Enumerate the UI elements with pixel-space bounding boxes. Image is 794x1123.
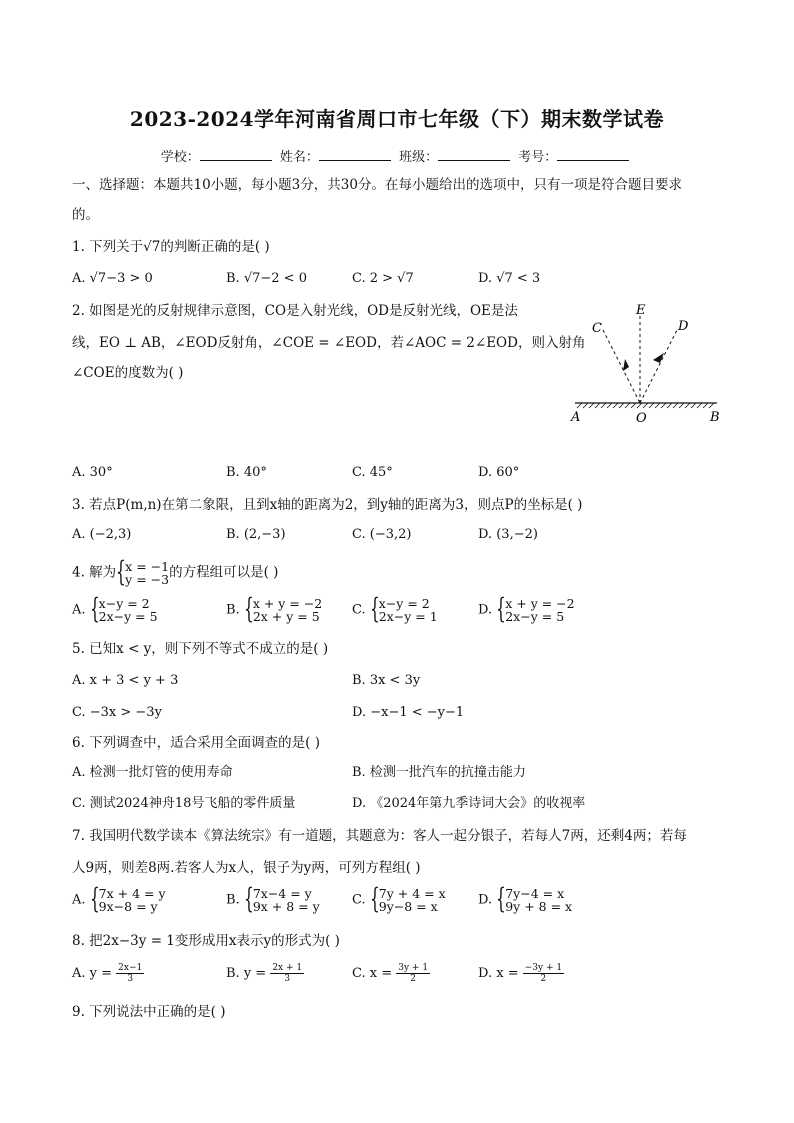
eq2: 9x + 8 = y (252, 899, 320, 914)
fraction (270, 963, 304, 984)
q1-option-b[interactable]: B. √7−2 < 0 (226, 271, 307, 286)
eq1: 7y−4 = x (505, 886, 565, 901)
option-label: D. (478, 602, 493, 618)
name-blank[interactable] (319, 148, 391, 161)
q7-option-a[interactable] (72, 882, 166, 915)
eq1: 7x + 4 = y (98, 886, 166, 901)
equation-system: { 7y + 4 = x 9y−8 = x (369, 882, 446, 915)
reflected-ray-od (640, 330, 677, 403)
q3-option-d[interactable]: D. (3,−2) (478, 527, 538, 542)
q3-option-b[interactable]: B. (2,−3) (226, 527, 286, 542)
class-blank[interactable] (438, 148, 510, 161)
label-b: B (710, 410, 720, 425)
eq1: 7y + 4 = x (378, 886, 446, 901)
school-label: 学校： (160, 150, 200, 165)
question-3-stem: 3. 若点P(m,n)在第二象限，且到x轴的距离为2，到y轴的距离为3，则点P的坐标是( ) (72, 497, 583, 513)
q4-sys-line2: y = −3 (125, 572, 170, 587)
q6-option-c[interactable]: C. 测试2024神舟18号飞船的零件质量 (72, 796, 296, 811)
q4-sys-line1: x = −1 (125, 559, 170, 574)
reflection-diagram (565, 300, 725, 430)
equation-system: { 7x + 4 = y 9x−8 = y (89, 882, 166, 915)
surface-hatching (577, 403, 714, 408)
q1-option-d[interactable]: D. √7 < 3 (478, 271, 541, 286)
eq1: 7x−4 = y (252, 886, 312, 901)
q1-stem-root: √7 (143, 239, 161, 255)
q7-option-c[interactable] (352, 882, 446, 915)
q5-option-d[interactable]: D. −x−1 < −y−1 (352, 705, 465, 720)
question-9-stem: 9. 下列说法中正确的是( ) (72, 1004, 226, 1020)
option-label: D. x = (478, 966, 519, 981)
question-5-stem: 5. 已知x < y，则下列不等式不成立的是( ) (72, 641, 329, 657)
q8-option-a[interactable] (72, 963, 144, 984)
question-7-line1: 7. 我国明代数学读本《算法统宗》有一道题，其题意为：客人一起分银子，若每人7两，还剩4两；若每 (72, 828, 687, 844)
equation-system: { x + y = −2 2x + y = 5 (243, 592, 323, 625)
q4-option-a[interactable] (72, 592, 158, 625)
label-d: D (678, 319, 689, 334)
option-label: C. (352, 892, 366, 908)
q7-option-d[interactable] (478, 882, 573, 915)
q8-option-d[interactable] (478, 963, 564, 984)
eq2: 2x−y = 1 (378, 609, 438, 624)
denominator: 3 (284, 974, 291, 984)
q6-option-b[interactable]: B. 检测一批汽车的抗撞击能力 (352, 765, 526, 780)
q5-option-c[interactable]: C. −3x > −3y (72, 705, 162, 720)
question-6-stem: 6. 下列调查中，适合采用全面调查的是( ) (72, 735, 320, 751)
q8-option-c[interactable] (352, 963, 430, 984)
option-label: B. y = (226, 966, 267, 981)
number-blank[interactable] (557, 148, 629, 161)
option-label: D. (478, 892, 493, 908)
option-label: A. (72, 602, 86, 618)
q2-option-d[interactable]: D. 60° (478, 465, 520, 480)
q2-option-b[interactable]: B. 40° (226, 465, 267, 480)
student-info-row (0, 146, 794, 165)
q4-solution-system: { x = −1 y = −3 (116, 555, 170, 588)
numerator: 2x−1 (118, 963, 143, 973)
numerator: −3y + 1 (524, 963, 563, 973)
fraction (116, 963, 144, 984)
question-4-stem (72, 555, 279, 588)
q4-option-b[interactable] (226, 592, 323, 625)
numerator: 2x + 1 (272, 963, 303, 973)
numerator: 3y + 1 (398, 963, 429, 973)
page-title: 2023-2024学年河南省周口市七年级（下）期末数学试卷 (129, 107, 665, 131)
equation-system: { 7x−4 = y 9x + 8 = y (243, 882, 320, 915)
q8-option-b[interactable] (226, 963, 304, 984)
q3-option-c[interactable]: C. (−3,2) (352, 527, 412, 542)
label-o: O (636, 411, 647, 426)
q2-option-c[interactable]: C. 45° (352, 465, 393, 480)
fraction (396, 963, 430, 984)
eq1: x−y = 2 (378, 596, 430, 611)
incident-ray-co (603, 330, 640, 403)
question-2-line1: 2. 如图是光的反射规律示意图，CO是入射光线，OD是反射光线，OE是法 (72, 303, 518, 319)
q2-option-a[interactable]: A. 30° (72, 465, 113, 480)
eq1: x−y = 2 (98, 596, 150, 611)
option-label: A. (72, 892, 86, 908)
eq2: 9y−8 = x (378, 899, 438, 914)
option-label: C. (352, 602, 366, 618)
option-label: C. x = (352, 966, 393, 981)
q4-option-c[interactable] (352, 592, 438, 625)
class-label: 班级： (399, 150, 439, 165)
eq2: 9x−8 = y (98, 899, 158, 914)
eq2: 2x + y = 5 (252, 609, 320, 624)
label-e: E (636, 303, 646, 318)
equation-system: { x−y = 2 2x−y = 1 (369, 592, 438, 625)
denominator: 2 (540, 974, 547, 984)
q7-option-b[interactable] (226, 882, 320, 915)
fraction (523, 963, 564, 984)
q1-option-c[interactable]: C. 2 > √7 (352, 271, 414, 286)
q1-stem-b: 的判断正确的是( ) (160, 239, 270, 255)
q6-option-a[interactable]: A. 检测一批灯管的使用寿命 (72, 765, 233, 780)
incident-arrow (623, 359, 629, 371)
question-7-line2: 人9两，则差8两.若客人为x人，银子为y两，可列方程组( ) (72, 860, 421, 876)
q1-option-a[interactable]: A. √7−3 > 0 (72, 271, 153, 286)
equation-system: { 7y−4 = x 9y + 8 = x (496, 882, 573, 915)
eq1: x + y = −2 (252, 596, 323, 611)
eq2: 2x−y = 5 (505, 609, 565, 624)
eq2: 2x−y = 5 (98, 609, 158, 624)
eq2: 9y + 8 = x (505, 899, 573, 914)
label-a: A (571, 410, 581, 425)
q4-stem-b: 的方程组可以是( ) (169, 564, 279, 581)
q4-option-d[interactable] (478, 592, 575, 625)
question-2-line3: ∠COE的度数为( ) (72, 365, 184, 381)
q6-option-d[interactable]: D. 《2024年第九季诗词大会》的收视率 (352, 796, 586, 811)
section-heading-line1: 一、选择题：本题共10小题，每小题3分，共30分。在每小题给出的选项中，只有一项是符合题目要求 (72, 177, 682, 193)
q1-stem-a: 1. 下列关于 (72, 239, 144, 255)
section-heading-line2: 的。 (72, 207, 99, 223)
label-c: C (592, 321, 602, 336)
q4-stem-a: 4. 解为 (72, 564, 117, 581)
name-label: 姓名： (279, 150, 319, 165)
denominator: 3 (127, 974, 134, 984)
school-blank[interactable] (200, 148, 272, 161)
equation-system: { x + y = −2 2x−y = 5 (496, 592, 575, 625)
equation-system: { x−y = 2 2x−y = 5 (89, 592, 158, 625)
question-2-line2: 线，EO ⊥ AB，∠EOD反射角，∠COE = ∠EOD，若∠AOC = 2∠EOD，则入射角 (72, 335, 586, 351)
question-1-stem (72, 238, 270, 256)
number-label: 考号： (518, 150, 558, 165)
eq1: x + y = −2 (505, 596, 575, 611)
question-8-stem: 8. 把2x−3y = 1变形成用x表示y的形式为( ) (72, 933, 340, 949)
q5-option-a[interactable]: A. x + 3 < y + 3 (72, 673, 179, 688)
option-label: A. y = (72, 966, 113, 981)
q3-option-a[interactable]: A. (−2,3) (72, 527, 132, 542)
denominator: 2 (410, 974, 417, 984)
option-label: B. (226, 892, 240, 908)
q5-option-b[interactable]: B. 3x < 3y (352, 673, 421, 688)
option-label: B. (226, 602, 240, 618)
